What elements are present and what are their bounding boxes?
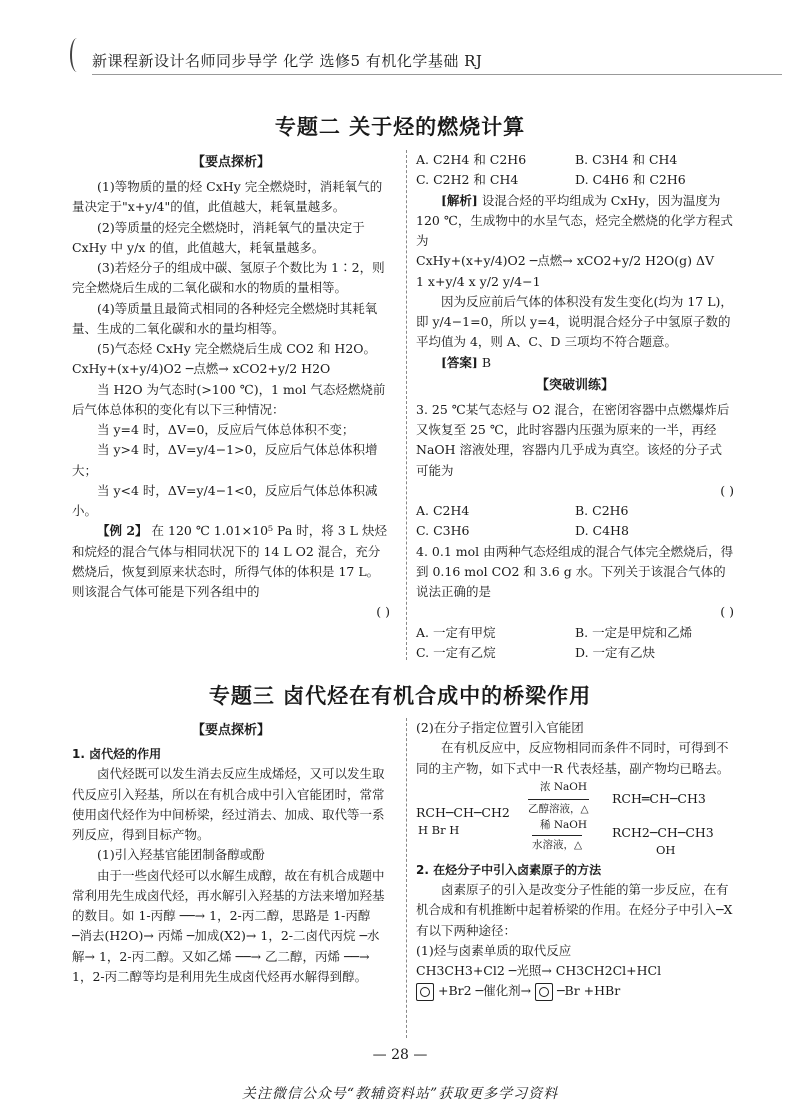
product: RCH2─CH─CH3 (612, 824, 714, 840)
subheading: 2. 在烃分子中引入卤素原子的方法 (416, 862, 602, 877)
option-d: D. C4H6 和 C2H6 (575, 172, 686, 188)
header-bracket (70, 38, 84, 72)
footer-note: 关注微信公众号“教辅资料站”获取更多学习资料 (241, 1086, 559, 1102)
condition: 乙醇溶液，△ (528, 799, 589, 818)
option-b: B. 一定是甲烷和乙烯 (575, 624, 693, 640)
case-line: 当 y<4 时，ΔV=y/4−1<0，反应后气体总体积减小。 (72, 482, 378, 519)
paragraph: 卤代烃既可以发生消去反应生成烯烃，又可以发生取代反应引入羟基，所以在有机合成中引入官能团时，常常使用卤代烃作为中间桥梁，经过消去、加成、取代等一系列反应，得到目标产物。 (72, 766, 385, 843)
paragraph: 在有机反应中，反应物相同而条件不同时，可得到不同的主产物，如下式中一R 代表烃基，副产物均已略去。 (416, 740, 730, 776)
solution-ratio: 1 x+y/4 x y/2 y/4−1 (416, 273, 541, 289)
reactant-substituents: H Br H (418, 822, 460, 837)
topic-2-title: 专题二 关于烃的燃烧计算 (274, 115, 526, 139)
option-a: A. 一定有甲烷 (416, 624, 496, 640)
benzene-ring-icon (535, 983, 553, 1001)
equation-part: +Br2 ─催化剂→ (437, 983, 532, 999)
option-a: A. C2H4 和 C2H6 (416, 152, 527, 167)
product: RCH═CH─CH3 (612, 790, 706, 806)
section-heading: 【要点探析】 (191, 723, 270, 738)
question-3: 3. 25 ℃某气态烃与 O2 混合，在密闭容器中点燃爆炸后又恢复至 25 ℃，此时容器内压强为原来的一半，再经 NaOH 溶液处理，容器内几乎成为真空。该烃的分子式可能为 (416, 401, 730, 478)
section-heading: 【突破训练】 (535, 377, 614, 393)
reaction-scheme (416, 779, 734, 861)
condition: 水溶液，△ (532, 835, 582, 854)
topic-3-right-column (416, 718, 734, 1002)
paragraph: (1)烃与卤素单质的取代反应 (416, 942, 572, 958)
paragraph: (2)等质量的烃完全燃烧时，消耗氧气的量决定于 CxHy 中 y/x 的值，此值越大，耗氧量越多。 (72, 219, 365, 255)
column-divider (406, 150, 407, 660)
answer-label: [答案] (441, 354, 478, 370)
answer-paren: ( ) (720, 482, 734, 498)
solution-equation: CxHy+(x+y/4)O2 ─点燃→ xCO2+y/2 H2O(g) ΔV (416, 253, 715, 269)
topic-3-title: 专题三 卤代烃在有机合成中的桥梁作用 (208, 684, 592, 708)
question-4: 4. 0.1 mol 由两种气态烃组成的混合气体完全燃烧后，得到 0.16 mol CO2 和 3.6 g 水。下列关于该混合气体的说法正确的是 (416, 543, 734, 600)
paragraph: ─消去(H2O)→ 丙烯 ─加成(X2)→ 1，2-二卤代丙烷 ─水解→ 1，2-丙二醇。又如乙烯 ──→ 乙二醇，丙烯 ──→ 1，2-丙二醇等均是利用先生成卤代烃再水解得到醇。 (72, 928, 380, 984)
option-d: D. 一定有乙炔 (575, 644, 656, 660)
paragraph: (4)等质量且最简式相同的各种烃完全燃烧时其耗氧量、生成的二氧化碳和水的量均相等。 (72, 300, 378, 336)
answer-paren: ( ) (720, 604, 734, 620)
condition: 稀 NaOH (540, 818, 588, 831)
option-b: B. C2H6 (575, 503, 629, 519)
running-header: 新课程新设计名师同步导学 化学 选修5 有机化学基础 RJ (92, 52, 483, 70)
paragraph: (1)等物质的量的烃 CxHy 完全燃烧时，消耗氧气的量决定于"x+y/4"的值，此值越大，耗氧量越多。 (72, 179, 383, 215)
solution-label: [解析] (441, 192, 478, 208)
paragraph: 卤素原子的引入是改变分子性能的第一步反应，在有机合成和有机推断中起着桥梁的作用。在烃分子中引入─X 有以下两种途径： (416, 882, 733, 938)
option-a: A. C2H4 (416, 503, 470, 519)
answer-paren: ( ) (376, 604, 390, 620)
solution-text: 因为反应前后气体的体积没有发生变化(均为 17 L)，即 y/4−1=0，所以 y=4，说明混合烃分子中氢原子数的平均值为 4，则 A、C、D 三项均不符合题意。 (416, 293, 733, 350)
option-c: C. C2H2 和 CH4 (416, 172, 519, 188)
solution-text: 设混合烃的平均组成为 CxHy，因为温度为 120 ℃，生成物中的水呈气态，烃完全燃烧的化学方程式为 (416, 192, 733, 248)
paragraph: 当 H2O 为气态时(>100 ℃)，1 mol 气态烃燃烧前后气体总体积的变化有以下三种情况： (72, 381, 386, 417)
example-label: 【例 2】 (97, 523, 148, 539)
case-line: 当 y>4 时，ΔV=y/4−1>0，反应后气体总体积增大； (72, 442, 378, 478)
option-d: D. C4H8 (575, 523, 629, 539)
header-rule (92, 74, 782, 75)
column-divider (406, 718, 407, 1038)
combustion-equation: CxHy+(x+y/4)O2 ─点燃→ xCO2+y/2 H2O (72, 361, 331, 377)
condition: 浓 NaOH (540, 780, 588, 793)
paragraph: (2)在分子指定位置引入官能团 (416, 720, 584, 735)
subheading: 1. 卤代烃的作用 (72, 747, 162, 762)
paragraph: 由于一些卤代烃可以水解生成醇，故在有机合成题中常利用先生成卤代烃，再水解引入羟基的方法来增加羟基的数目。如 1-丙醇 ──→ 1，2-丙二醇，思路是 1-丙醇 (72, 867, 385, 924)
equation-part: ─Br +HBr (557, 983, 621, 999)
topic-2-left-column (72, 150, 390, 623)
substitution-equation: CH3CH3+Cl2 ─光照→ CH3CH2Cl+HCl (416, 963, 662, 979)
paragraph: (3)若烃分子的组成中碳、氢原子个数比为 1∶2，则完全燃烧后生成的二氧化碳和水的物质的量相等。 (72, 260, 385, 296)
option-c: C. 一定有乙烷 (416, 644, 496, 660)
option-c: C. C3H6 (416, 523, 470, 539)
reactant: RCH─CH─CH2 (416, 804, 510, 820)
page-number: — 28 — (372, 1047, 428, 1063)
topic-3-left-column (72, 718, 390, 987)
paragraph: (1)引入羟基官能团制备醇或酚 (97, 847, 265, 863)
benzene-ring-icon (416, 983, 434, 1001)
section-heading: 【要点探析】 (191, 155, 270, 170)
option-b: B. C3H4 和 CH4 (575, 152, 678, 167)
answer-value: B (481, 354, 492, 370)
example-text: 在 120 ℃ 1.01×10⁵ Pa 时，将 3 L 炔烃和烷烃的混合气体与相同状况下的 14 L O2 混合，充分燃烧后，恢复到原来状态时，所得气体的体积是 17 L。则该混合气体可能是下列各组中的 (72, 523, 387, 600)
product-substituent: OH (656, 842, 676, 857)
paragraph: (5)气态烃 CxHy 完全燃烧后生成 CO2 和 H2O。 (97, 341, 377, 357)
topic-2-right-column (416, 150, 734, 663)
case-line: 当 y=4 时，ΔV=0，反应后气体总体积不变； (97, 422, 355, 438)
